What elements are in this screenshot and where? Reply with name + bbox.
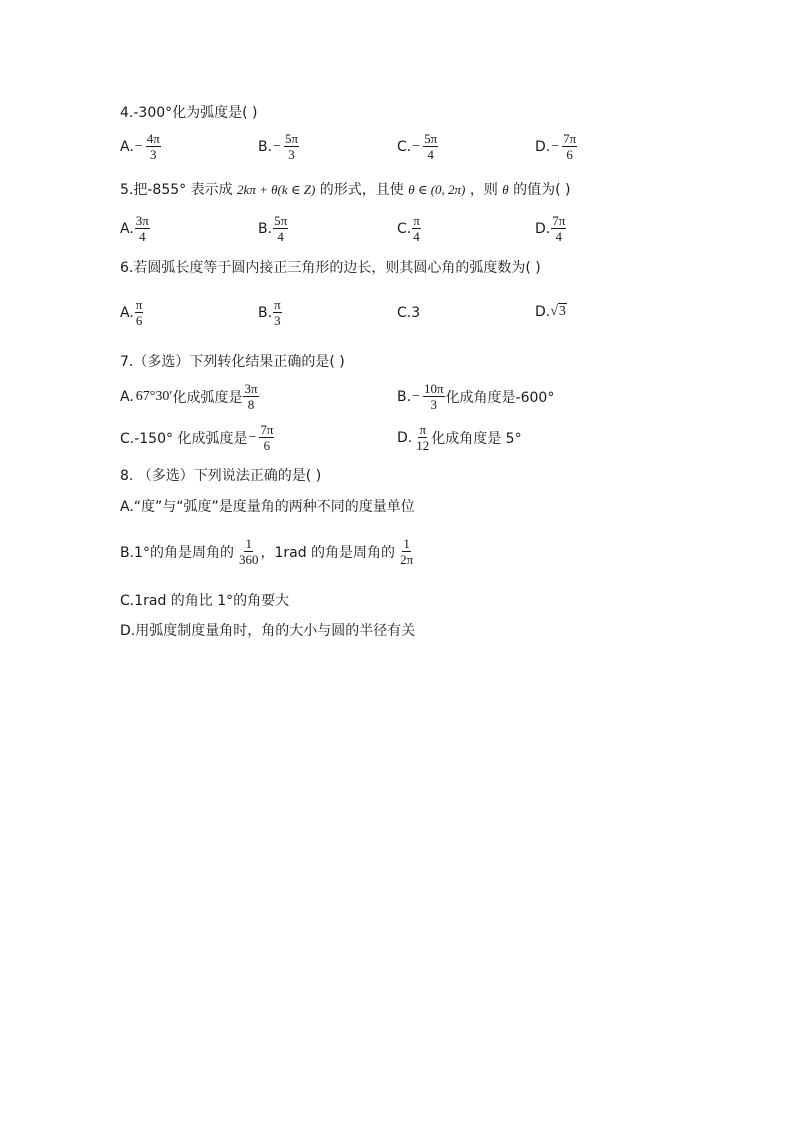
fraction — [243, 381, 258, 412]
option-label: A. — [120, 138, 134, 155]
numerator: π — [419, 422, 427, 437]
numerator: 3π — [135, 213, 149, 228]
q6-option-a — [120, 297, 144, 328]
option-label: C.-150° 化成弧度是 — [120, 430, 248, 447]
option-label: A. — [120, 304, 134, 321]
q7-option-a — [120, 381, 260, 412]
q8-option-a: A.“度”与“弧度”是度量角的两种不同的度量单位 — [120, 499, 415, 515]
fraction — [259, 422, 274, 453]
denominator: 3 — [274, 313, 281, 328]
math-expression: 2kπ + θ(k ∈ Z) — [237, 182, 316, 197]
minus-sign: − — [551, 138, 560, 154]
fraction — [412, 213, 421, 244]
q6-option-d — [535, 303, 567, 320]
square-root — [550, 303, 567, 320]
q4-option-d — [535, 131, 578, 162]
fraction — [423, 131, 438, 162]
numerator: 7π — [260, 422, 274, 437]
option-label: C.3 — [397, 305, 421, 321]
option-label: A. — [120, 220, 134, 237]
q7-option-b — [397, 381, 554, 412]
fraction — [562, 131, 577, 162]
denominator: 360 — [238, 552, 259, 567]
option-label: B. — [397, 388, 412, 405]
numerator: 5π — [274, 213, 288, 228]
fraction — [135, 297, 144, 328]
theta-symbol: θ — [502, 182, 509, 197]
question-7-stem: 7.（多选）下列转化结果正确的是( ) — [120, 354, 345, 370]
q5-option-d — [535, 213, 567, 244]
fraction — [273, 213, 288, 244]
q4-option-c — [397, 131, 439, 162]
denominator: 4 — [555, 229, 563, 244]
stem-text: ，则 — [469, 182, 498, 198]
option-label: B. — [258, 304, 273, 321]
question-6-stem: 6.若圆弧长度等于圆内接正三角形的边长，则其圆心角的弧度数为( ) — [120, 260, 541, 276]
numerator: 1 — [245, 536, 252, 551]
option-label: C. — [397, 220, 412, 237]
q5-option-c — [397, 213, 422, 244]
numerator: π — [274, 297, 281, 312]
math-expression: θ ∈ (0, 2π) — [408, 182, 466, 197]
option-label: B. — [258, 138, 273, 155]
numerator: 3π — [244, 381, 258, 396]
fraction — [273, 297, 282, 328]
option-text: ，1rad 的角是周角的 — [260, 544, 396, 561]
numerator: 4π — [146, 131, 160, 146]
numerator: 10π — [423, 381, 444, 396]
numerator: 1 — [403, 536, 410, 551]
option-label: D. — [397, 429, 413, 446]
option-label: D. — [535, 138, 551, 155]
question-8-stem: 8. （多选）下列说法正确的是( ) — [120, 468, 322, 484]
fraction — [423, 381, 445, 412]
numerator: 7π — [552, 213, 566, 228]
option-text: 化成弧度是 — [172, 389, 243, 406]
stem-text: 的形式，且使 — [319, 182, 404, 198]
numerator: 5π — [424, 131, 438, 146]
denominator: 3 — [149, 147, 157, 162]
numerator: 5π — [284, 131, 299, 146]
denominator: 4 — [139, 229, 146, 244]
fraction — [399, 536, 414, 567]
option-text: 化成角度是-600° — [445, 389, 555, 406]
fraction — [238, 536, 260, 567]
option-label: B. — [258, 220, 273, 237]
q8-option-d: D.用弧度制度量角时，角的大小与圆的半径有关 — [120, 623, 416, 639]
denominator: 3 — [430, 397, 437, 412]
radicand: 3 — [558, 304, 566, 319]
radical-sign: √ — [550, 304, 558, 319]
q5-option-a — [120, 213, 151, 244]
option-label: D. — [535, 303, 551, 320]
question-5-stem — [120, 180, 571, 200]
stem-text: 5.把-855° 表示成 — [120, 182, 233, 198]
denominator: 2π — [400, 552, 414, 567]
numerator: π — [135, 297, 143, 312]
fraction — [146, 131, 161, 162]
option-text: B.1°的角是周角的 — [120, 544, 234, 561]
minus-sign: − — [412, 138, 421, 154]
minus-sign: − — [412, 388, 420, 404]
option-label: A. — [120, 388, 134, 405]
fraction — [135, 213, 150, 244]
q4-option-b — [258, 131, 300, 162]
denominator: 6 — [135, 313, 143, 328]
minus-sign: − — [134, 138, 143, 154]
fraction — [551, 213, 566, 244]
stem-text: 的值为( ) — [513, 182, 571, 198]
minus-sign: − — [248, 429, 257, 445]
q4-option-a — [120, 131, 162, 162]
q7-option-d — [397, 422, 522, 453]
denominator: 6 — [263, 438, 271, 453]
q8-option-b — [120, 536, 415, 567]
denominator: 4 — [277, 229, 284, 244]
option-text: 化成角度是 5° — [431, 430, 522, 447]
numerator: π — [413, 213, 420, 228]
fraction — [284, 131, 299, 162]
fraction — [415, 422, 430, 453]
q7-option-c — [120, 422, 275, 453]
q5-option-b — [258, 213, 289, 244]
option-label: C. — [397, 138, 412, 155]
question-4-stem: 4.-300°化为弧度是( ) — [120, 105, 258, 121]
option-label: D. — [535, 220, 551, 237]
denominator: 12 — [416, 438, 430, 453]
numerator: 7π — [563, 131, 577, 146]
denominator: 8 — [247, 397, 255, 412]
denominator: 4 — [413, 229, 420, 244]
minus-sign: − — [273, 138, 281, 154]
q6-option-b — [258, 297, 283, 328]
denominator: 3 — [288, 147, 295, 162]
q8-option-c: C.1rad 的角比 1°的角要大 — [120, 593, 290, 609]
denominator: 4 — [427, 147, 434, 162]
denominator: 6 — [566, 147, 573, 162]
angle-value: 67°30′ — [135, 388, 173, 404]
q6-option-c — [397, 305, 420, 321]
